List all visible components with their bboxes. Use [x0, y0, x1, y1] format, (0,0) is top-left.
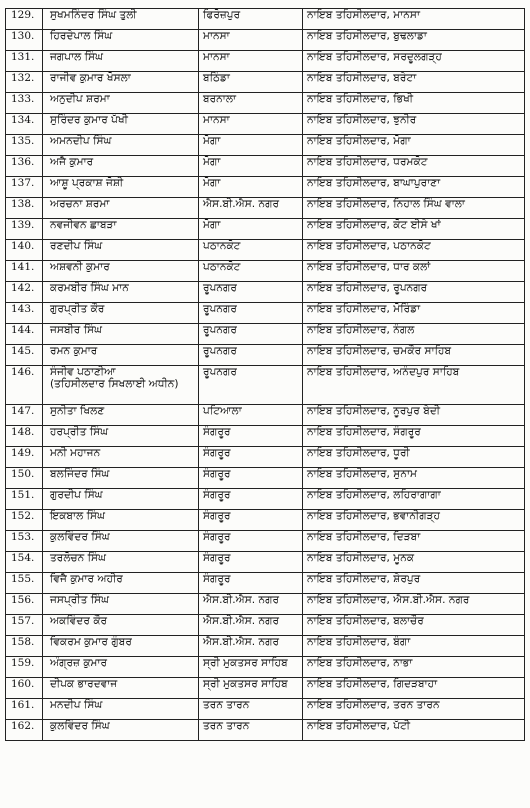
officer-name-cell: [43, 468, 199, 489]
officer-name: ਬਲਜਿੰਦਰ ਸਿੰਘ: [50, 468, 110, 480]
officer-name: ਤਰਲੋਚਨ ਸਿੰਘ: [50, 552, 106, 564]
serial-number-cell: 162.: [6, 720, 43, 741]
table-row: [6, 531, 525, 552]
table-row: [6, 636, 525, 657]
officer-name: ਮਨੀ ਮਹਾਜਨ: [50, 447, 101, 459]
table-row: [6, 594, 525, 615]
officer-name-cell: [43, 489, 199, 510]
current-district-cell: ਤਰਨ ਤਾਰਨ: [199, 699, 303, 720]
officer-name-cell: [43, 447, 199, 468]
serial-number-cell: 143.: [6, 303, 43, 324]
officer-name-cell: [43, 699, 199, 720]
officer-name: ਅਨੁਦੀਪ ਸ਼ਰਮਾ: [50, 93, 110, 105]
new-posting-cell: ਨਾਇਬ ਤਹਿਸੀਲਦਾਰ, ਸੰਗਰੂਰ: [303, 426, 525, 447]
new-posting-cell: ਨਾਇਬ ਤਹਿਸੀਲਦਾਰ, ਭਵਾਨੀਗੜ੍ਹ: [303, 510, 525, 531]
table-row: [6, 468, 525, 489]
table-row: [6, 177, 525, 198]
current-district-cell: ਪਠਾਨਕੋਟ: [199, 261, 303, 282]
new-posting-cell: ਨਾਇਬ ਤਹਿਸੀਲਦਾਰ, ਕੋਟ ਈਸੇ ਖਾਂ: [303, 219, 525, 240]
serial-number-cell: 137.: [6, 177, 43, 198]
current-district-cell: ਰੂਪਨਗਰ: [199, 324, 303, 345]
current-district-cell: ਰੂਪਨਗਰ: [199, 366, 303, 405]
new-posting-cell: ਨਾਇਬ ਤਹਿਸੀਲਦਾਰ, ਨੰਗਲ: [303, 324, 525, 345]
table-row: [6, 552, 525, 573]
officer-name: ਰਮਨ ਕੁਮਾਰ: [50, 345, 98, 357]
serial-number-cell: 141.: [6, 261, 43, 282]
officer-name-cell: [43, 678, 199, 699]
table-row: [6, 51, 525, 72]
serial-number-cell: 135.: [6, 135, 43, 156]
officer-name-cell: [43, 657, 199, 678]
current-district-cell: ਸ੍ਰੀ ਮੁਕਤਸਰ ਸਾਹਿਬ: [199, 657, 303, 678]
officer-name-cell: [43, 198, 199, 219]
officer-name: ਅਜੈ ਕੁਮਾਰ: [50, 156, 94, 168]
officer-name-cell: [43, 177, 199, 198]
new-posting-cell: ਨਾਇਬ ਤਹਿਸੀਲਦਾਰ, ਨਾਭਾ: [303, 657, 525, 678]
current-district-cell: ਮੋਗਾ: [199, 219, 303, 240]
new-posting-cell: ਨਾਇਬ ਤਹਿਸੀਲਦਾਰ, ਸਰਦੂਲਗੜ੍ਹ: [303, 51, 525, 72]
table-row: [6, 699, 525, 720]
serial-number-cell: 159.: [6, 657, 43, 678]
officer-name: ਮਨਦੀਪ ਸਿੰਘ: [50, 699, 103, 711]
table-row: [6, 345, 525, 366]
new-posting-cell: ਨਾਇਬ ਤਹਿਸੀਲਦਾਰ, ਲਹਿਰਾਗਾਗਾ: [303, 489, 525, 510]
serial-number-cell: 147.: [6, 405, 43, 426]
officer-name: ਨਵਜੀਵਨ ਛਾਬੜਾ: [50, 219, 117, 231]
officer-name: ਕੁਲਵਿੰਦਰ ਸਿੰਘ: [50, 720, 110, 732]
serial-number-cell: 156.: [6, 594, 43, 615]
table-row: [6, 426, 525, 447]
table-row: [6, 156, 525, 177]
serial-number-cell: 139.: [6, 219, 43, 240]
new-posting-cell: ਨਾਇਬ ਤਹਿਸੀਲਦਾਰ, ਚਮਕੌਰ ਸਾਹਿਬ: [303, 345, 525, 366]
officer-name: ਸੰਜੀਵ ਪਠਾਣੀਆ: [50, 366, 116, 378]
officer-name-cell: [43, 30, 199, 51]
new-posting-cell: ਨਾਇਬ ਤਹਿਸੀਲਦਾਰ, ਬਰੇਟਾ: [303, 72, 525, 93]
officer-name: ਦੀਪਕ ਭਾਰਦਵਾਜ: [50, 678, 118, 690]
current-district-cell: ਸੰਗਰੂਰ: [199, 552, 303, 573]
officer-name-cell: [43, 156, 199, 177]
serial-number-cell: 148.: [6, 426, 43, 447]
table-row: [6, 324, 525, 345]
officer-name-cell: [43, 303, 199, 324]
officer-name: ਜਸਪ੍ਰੀਤ ਸਿੰਘ: [50, 594, 110, 606]
officer-name: ਜਸਬੀਰ ਸਿੰਘ: [50, 324, 103, 336]
current-district-cell: ਸੰਗਰੂਰ: [199, 531, 303, 552]
current-district-cell: ਸੰਗਰੂਰ: [199, 447, 303, 468]
officer-name: ਇਕਬਾਲ ਸਿੰਘ: [50, 510, 105, 522]
serial-number-cell: 130.: [6, 30, 43, 51]
current-district-cell: ਬਠਿੰਡਾ: [199, 72, 303, 93]
serial-number-cell: 160.: [6, 678, 43, 699]
current-district-cell: ਰੂਪਨਗਰ: [199, 282, 303, 303]
table-row: [6, 366, 525, 405]
current-district-cell: ਸੰਗਰੂਰ: [199, 468, 303, 489]
officer-name-cell: [43, 135, 199, 156]
officer-name-cell: [43, 261, 199, 282]
officer-name-cell: [43, 366, 199, 405]
current-district-cell: ਪਟਿਆਲਾ: [199, 405, 303, 426]
serial-number-cell: 142.: [6, 282, 43, 303]
table-row: [6, 30, 525, 51]
current-district-cell: ਮੋਗਾ: [199, 135, 303, 156]
table-row: [6, 510, 525, 531]
officer-name: ਸੁਰਿੰਦਰ ਕੁਮਾਰ ਪੱਖੀ: [50, 114, 128, 126]
table-row: [6, 720, 525, 741]
current-district-cell: ਪਠਾਨਕੋਟ: [199, 240, 303, 261]
current-district-cell: ਤਰਨ ਤਾਰਨ: [199, 720, 303, 741]
officer-name: ਵਿਕਰਮ ਕੁਮਾਰ ਗੁੰਬਰ: [50, 636, 132, 648]
new-posting-cell: ਨਾਇਬ ਤਹਿਸੀਲਦਾਰ, ਬਾਘਾਪੁਰਾਣਾ: [303, 177, 525, 198]
table-row: [6, 198, 525, 219]
new-posting-cell: ਨਾਇਬ ਤਹਿਸੀਲਦਾਰ, ਐਸ.ਬੀ.ਐਸ. ਨਗਰ: [303, 594, 525, 615]
new-posting-cell: ਨਾਇਬ ਤਹਿਸੀਲਦਾਰ, ਨੂਰਪੁਰ ਬੇਦੀ: [303, 405, 525, 426]
officer-name-cell: [43, 72, 199, 93]
serial-number-cell: 145.: [6, 345, 43, 366]
officer-name: ਹਿਰਦੇਪਾਲ ਸਿੰਘ: [50, 30, 113, 42]
serial-number-cell: 132.: [6, 72, 43, 93]
new-posting-cell: ਨਾਇਬ ਤਹਿਸੀਲਦਾਰ, ਮਾਨਸਾ: [303, 9, 525, 30]
officer-name-cell: [43, 51, 199, 72]
current-district-cell: ਸੰਗਰੂਰ: [199, 426, 303, 447]
current-district-cell: ਬਰਨਾਲਾ: [199, 93, 303, 114]
current-district-cell: ਐਸ.ਬੀ.ਐਸ. ਨਗਰ: [199, 636, 303, 657]
officer-name-cell: [43, 426, 199, 447]
transfer-table: [5, 8, 525, 741]
new-posting-cell: ਨਾਇਬ ਤਹਿਸੀਲਦਾਰ, ਬੁਢਲਾਡਾ: [303, 30, 525, 51]
officer-note: (ਤਹਿਸੀਲਦਾਰ ਸਿਖਲਾਈ ਅਧੀਨ): [50, 378, 179, 390]
current-district-cell: ਸੰਗਰੂਰ: [199, 489, 303, 510]
officer-name-cell: [43, 9, 199, 30]
table-row: [6, 219, 525, 240]
officer-name: ਅੰਗ੍ਰਜ਼ ਕੁਮਾਰ: [50, 657, 108, 669]
current-district-cell: ਮੋਗਾ: [199, 177, 303, 198]
serial-number-cell: 144.: [6, 324, 43, 345]
officer-name-cell: [43, 219, 199, 240]
officer-name-cell: [43, 720, 199, 741]
officer-name-cell: [43, 405, 199, 426]
table-body: [6, 9, 525, 741]
new-posting-cell: ਨਾਇਬ ਤਹਿਸੀਲਦਾਰ, ਰੂਪਨਗਰ: [303, 282, 525, 303]
officer-name: ਆਸ਼ੂ ਪ੍ਰਕਾਸ਼ ਜੋਸ਼ੀ: [50, 177, 124, 189]
officer-name-cell: [43, 594, 199, 615]
officer-name-cell: [43, 324, 199, 345]
officer-name-cell: [43, 636, 199, 657]
officer-name-cell: [43, 573, 199, 594]
serial-number-cell: 151.: [6, 489, 43, 510]
new-posting-cell: ਨਾਇਬ ਤਹਿਸੀਲਦਾਰ, ਪਠਾਨਕੋਟ: [303, 240, 525, 261]
serial-number-cell: 136.: [6, 156, 43, 177]
serial-number-cell: 150.: [6, 468, 43, 489]
officer-name-cell: [43, 510, 199, 531]
table-row: [6, 405, 525, 426]
serial-number-cell: 149.: [6, 447, 43, 468]
officer-name: ਸੁਨੀਤਾ ਖਿਲਣ: [50, 405, 105, 417]
current-district-cell: ਸ੍ਰੀ ਮੁਕਤਸਰ ਸਾਹਿਬ: [199, 678, 303, 699]
serial-number-cell: 152.: [6, 510, 43, 531]
new-posting-cell: ਨਾਇਬ ਤਹਿਸੀਲਦਾਰ, ਸ਼ੇਰਪੁਰ: [303, 573, 525, 594]
new-posting-cell: ਨਾਇਬ ਤਹਿਸੀਲਦਾਰ, ਅਨੰਦਪੁਰ ਸਾਹਿਬ: [303, 366, 525, 405]
officer-name: ਕੁਲਵਿੰਦਰ ਸਿੰਘ: [50, 531, 110, 543]
current-district-cell: ਰੂਪਨਗਰ: [199, 345, 303, 366]
table-row: [6, 93, 525, 114]
officer-name: ਵਿਜੈ ਕੁਮਾਰ ਅਹੀਰ: [50, 573, 123, 585]
table-row: [6, 135, 525, 156]
serial-number-cell: 146.: [6, 366, 43, 405]
new-posting-cell: ਨਾਇਬ ਤਹਿਸੀਲਦਾਰ, ਧੂਰੀ: [303, 447, 525, 468]
officer-name: ਅਮਨਦੀਪ ਸਿੰਘ: [50, 135, 112, 147]
current-district-cell: ਐਸ.ਬੀ.ਐਸ. ਨਗਰ: [199, 615, 303, 636]
current-district-cell: ਮਾਨਸਾ: [199, 30, 303, 51]
current-district-cell: ਐਸ.ਬੀ.ਐਸ. ਨਗਰ: [199, 198, 303, 219]
table-row: [6, 9, 525, 30]
new-posting-cell: ਨਾਇਬ ਤਹਿਸੀਲਦਾਰ, ਬਲਾਚੌਰ: [303, 615, 525, 636]
serial-number-cell: 133.: [6, 93, 43, 114]
new-posting-cell: ਨਾਇਬ ਤਹਿਸੀਲਦਾਰ, ਸੁਨਾਮ: [303, 468, 525, 489]
officer-name-cell: [43, 93, 199, 114]
current-district-cell: ਮਾਨਸਾ: [199, 114, 303, 135]
table-row: [6, 114, 525, 135]
table-row: [6, 489, 525, 510]
serial-number-cell: 131.: [6, 51, 43, 72]
current-district-cell: ਰੂਪਨਗਰ: [199, 303, 303, 324]
table-row: [6, 303, 525, 324]
new-posting-cell: ਨਾਇਬ ਤਹਿਸੀਲਦਾਰ, ਭਿਖੀ: [303, 93, 525, 114]
new-posting-cell: ਨਾਇਬ ਤਹਿਸੀਲਦਾਰ, ਮੂਨਕ: [303, 552, 525, 573]
officer-name-cell: [43, 552, 199, 573]
officer-name: ਅਕਵਿੰਦਰ ਕੌਰ: [50, 615, 108, 627]
new-posting-cell: ਨਾਇਬ ਤਹਿਸੀਲਦਾਰ, ਝੁਨੀਰ: [303, 114, 525, 135]
table-row: [6, 573, 525, 594]
new-posting-cell: ਨਾਇਬ ਤਹਿਸੀਲਦਾਰ, ਮੋਗਾ: [303, 135, 525, 156]
officer-name: ਰਣਦੀਪ ਸਿੰਘ: [50, 240, 103, 252]
officer-name: ਗੁਰਪ੍ਰੀਤ ਕੌਰ: [50, 303, 105, 315]
table-row: [6, 657, 525, 678]
table-row: [6, 678, 525, 699]
serial-number-cell: 154.: [6, 552, 43, 573]
current-district-cell: ਸੰਗਰੂਰ: [199, 573, 303, 594]
officer-name-cell: [43, 345, 199, 366]
officer-name: ਰਾਜੀਵ ਕੁਮਾਰ ਖੋਸਲਾ: [50, 72, 131, 84]
table-row: [6, 72, 525, 93]
officer-name: ਜਗਪਾਲ ਸਿੰਘ: [50, 51, 104, 63]
table-row: [6, 261, 525, 282]
officer-name: ਅਸ਼ਵਨੀ ਕੁਮਾਰ: [50, 261, 110, 273]
serial-number-cell: 140.: [6, 240, 43, 261]
officer-name: ਅਰਚਨਾ ਸ਼ਰਮਾ: [50, 198, 110, 210]
officer-name-cell: [43, 615, 199, 636]
serial-number-cell: 155.: [6, 573, 43, 594]
serial-number-cell: 153.: [6, 531, 43, 552]
current-district-cell: ਮੋਗਾ: [199, 156, 303, 177]
current-district-cell: ਐਸ.ਬੀ.ਐਸ. ਨਗਰ: [199, 594, 303, 615]
new-posting-cell: ਨਾਇਬ ਤਹਿਸੀਲਦਾਰ, ਪੱਟੀ: [303, 720, 525, 741]
officer-name-cell: [43, 114, 199, 135]
current-district-cell: ਫਿਰੋਜ਼ਪੁਰ: [199, 9, 303, 30]
officer-name: ਕਰਮਬੀਰ ਸਿੰਘ ਮਾਨ: [50, 282, 129, 294]
new-posting-cell: ਨਾਇਬ ਤਹਿਸੀਲਦਾਰ, ਗਿਦੜਬਾਹਾ: [303, 678, 525, 699]
officer-name-cell: [43, 240, 199, 261]
table-row: [6, 615, 525, 636]
serial-number-cell: 129.: [6, 9, 43, 30]
officer-name-cell: [43, 282, 199, 303]
new-posting-cell: ਨਾਇਬ ਤਹਿਸੀਲਦਾਰ, ਧਾਰ ਕਲਾਂ: [303, 261, 525, 282]
new-posting-cell: ਨਾਇਬ ਤਹਿਸੀਲਦਾਰ, ਮੋਰਿੰਡਾ: [303, 303, 525, 324]
serial-number-cell: 158.: [6, 636, 43, 657]
new-posting-cell: ਨਾਇਬ ਤਹਿਸੀਲਦਾਰ, ਦਿੜਬਾ: [303, 531, 525, 552]
current-district-cell: ਮਾਨਸਾ: [199, 51, 303, 72]
serial-number-cell: 134.: [6, 114, 43, 135]
serial-number-cell: 138.: [6, 198, 43, 219]
current-district-cell: ਸੰਗਰੂਰ: [199, 510, 303, 531]
new-posting-cell: ਨਾਇਬ ਤਹਿਸੀਲਦਾਰ, ਧਰਮਕੋਟ: [303, 156, 525, 177]
officer-name: ਹਰਪ੍ਰੀਤ ਸਿੰਘ: [50, 426, 109, 438]
table-row: [6, 240, 525, 261]
officer-name: ਸੁਖਮਨਿੰਦਰ ਸਿੰਘ ਤੁਲੀ: [50, 9, 137, 21]
officer-name: ਗੁਰਦੀਪ ਸਿੰਘ: [50, 489, 103, 501]
table-row: [6, 282, 525, 303]
serial-number-cell: 161.: [6, 699, 43, 720]
officer-name-cell: [43, 531, 199, 552]
new-posting-cell: ਨਾਇਬ ਤਹਿਸੀਲਦਾਰ, ਤਰਨ ਤਾਰਨ: [303, 699, 525, 720]
serial-number-cell: 157.: [6, 615, 43, 636]
new-posting-cell: ਨਾਇਬ ਤਹਿਸੀਲਦਾਰ, ਬੰਗਾ: [303, 636, 525, 657]
new-posting-cell: ਨਾਇਬ ਤਹਿਸੀਲਦਾਰ, ਨਿਹਾਲ ਸਿੰਘ ਵਾਲਾ: [303, 198, 525, 219]
table-row: [6, 447, 525, 468]
